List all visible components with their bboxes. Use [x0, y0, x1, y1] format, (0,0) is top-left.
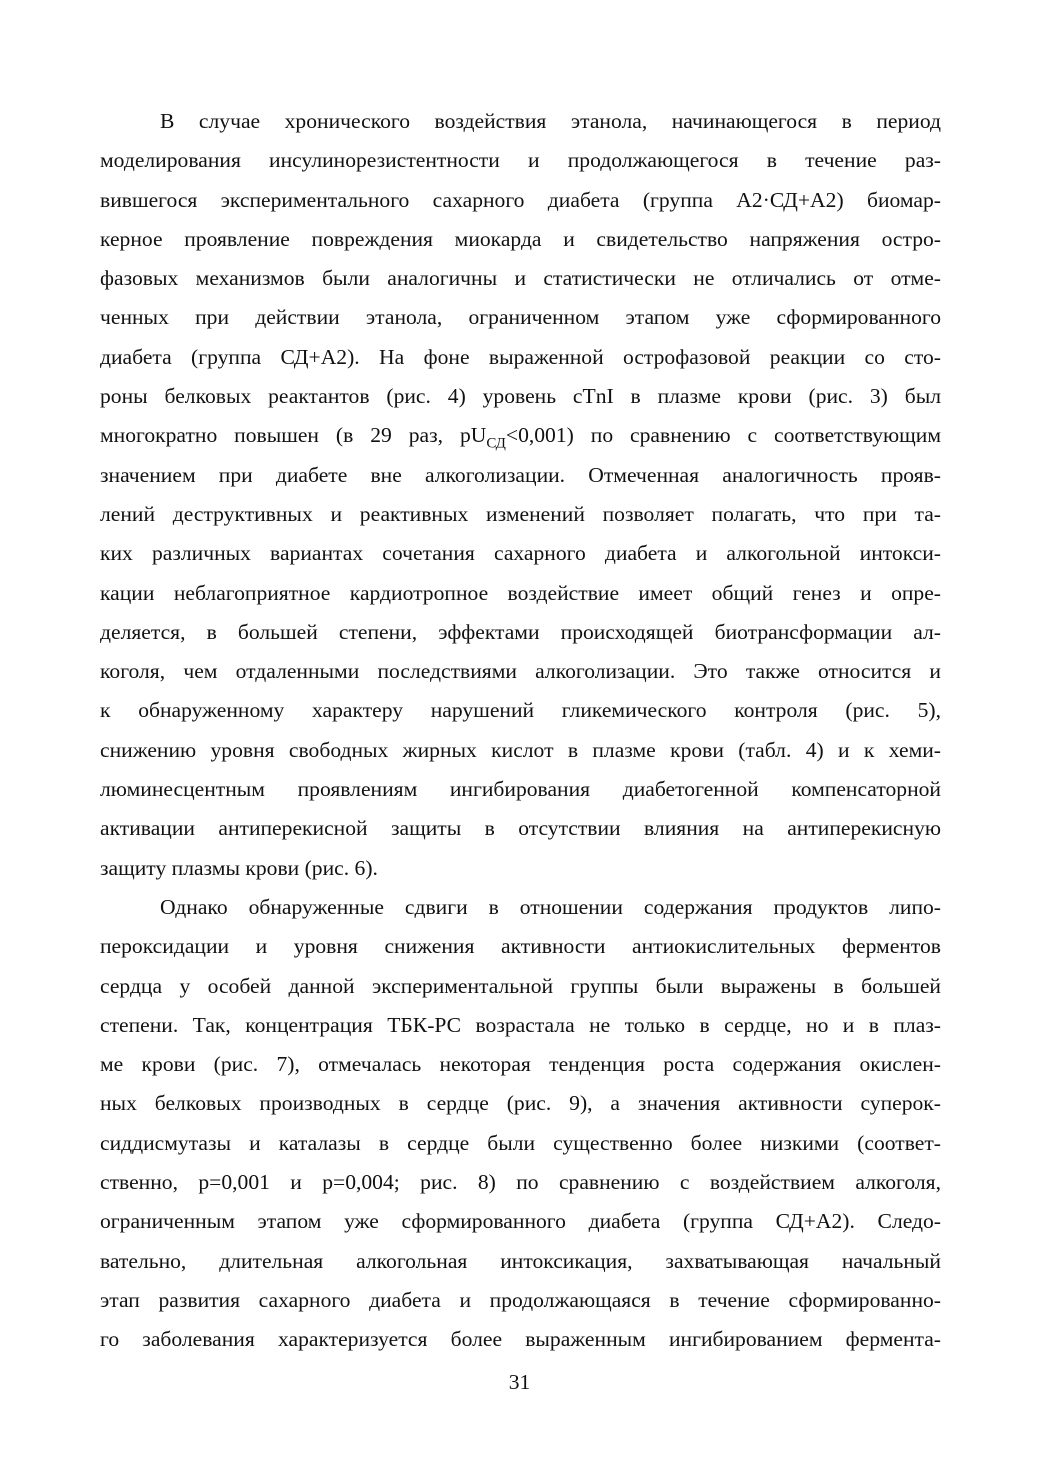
text-line: ограниченным этапом уже сформированного диабета (группа СД+А2). Следо-	[100, 1209, 941, 1234]
text-line: снижению уровня свободных жирных кислот в плазме крови (табл. 4) и к хеми-	[100, 737, 941, 762]
text-line: ных белковых производных в сердце (рис. 9), а значения активности суперок-	[100, 1091, 941, 1116]
text-line: моделирования инсулинорезистентности и продолжающегося в течение раз-	[100, 148, 941, 173]
text-line: к обнаруженному характеру нарушений гликемического контроля (рис. 5),	[100, 698, 941, 723]
text-line: коголя, чем отдаленными последствиями алкоголизации. Это также относится и	[100, 659, 941, 684]
text-line: В случае хронического воздействия этанола, начинающегося в период	[160, 109, 941, 133]
text-line: деляется, в большей степени, эффектами происходящей биотрансформации ал-	[100, 619, 941, 644]
text-line: значением при диабете вне алкоголизации. Отмеченная аналогичность прояв-	[100, 462, 941, 487]
text-line: го заболевания характеризуется более выраженным ингибированием фермента-	[100, 1327, 941, 1352]
text-line: кации неблагоприятное кардиотропное воздействие имеет общий генез и опре-	[100, 580, 941, 605]
text-line: фазовых механизмов были аналогичны и статистически не отличались от отме-	[100, 266, 941, 291]
text-line: сиддисмутазы и каталазы в сердце были существенно более низкими (соответ-	[100, 1130, 941, 1155]
text-line: ких различных вариантах сочетания сахарного диабета и алкогольной интокси-	[100, 541, 941, 566]
document-body	[100, 102, 941, 1360]
paragraph-1	[100, 102, 941, 888]
text-line: керное проявление повреждения миокарда и свидетельство напряжения остро-	[100, 226, 941, 251]
text-line: защиту плазмы крови (рис. 6).	[100, 855, 378, 880]
text-line: вившегося экспериментального сахарного диабета (группа А2·СД+А2) биомар-	[100, 187, 941, 212]
text-line: ственно, p=0,001 и p=0,004; рис. 8) по сравнению с воздействием алкоголя,	[100, 1170, 941, 1195]
text-line: вательно, длительная алкогольная интоксикация, захватывающая начальный	[100, 1248, 941, 1273]
text-line: ме крови (рис. 7), отмечалась некоторая тенденция роста содержания окислен-	[100, 1052, 941, 1077]
text-line: диабета (группа СД+А2). На фоне выраженной острофазовой реакции со сто-	[100, 344, 941, 369]
text-line: этап развития сахарного диабета и продолжающаяся в течение сформированно-	[100, 1287, 941, 1312]
text-line: роны белковых реактантов (рис. 4) уровень cTnI в плазме крови (рис. 3) был	[100, 384, 941, 409]
page-number: 31	[508, 1370, 531, 1394]
text-line: ченных при действии этанола, ограниченном этапом уже сформированного	[100, 305, 941, 330]
text-line: пероксидации и уровня снижения активности антиокислительных ферментов	[100, 934, 941, 959]
text-line-with-subscript: многократно повышен (в 29 раз, $pU_{СД}<0,001$) по сравнению с соответствующим	[100, 423, 941, 452]
text-line: лений деструктивных и реактивных изменений позволяет полагать, что при та-	[100, 501, 941, 526]
text-line: люминесцентным проявлениям ингибирования диабетогенной компенсаторной	[100, 777, 941, 802]
text-line: степени. Так, концентрация ТБК-РС возрастала не только в сердце, но и в плаз-	[100, 1012, 941, 1037]
text-line: сердца у особей данной экспериментальной группы были выражены в большей	[100, 973, 941, 998]
text-line: Однако обнаруженные сдвиги в отношении содержания продуктов липо-	[160, 894, 941, 919]
text-line: активации антиперекисной защиты в отсутствии влияния на антиперекисную	[100, 816, 941, 841]
paragraph-2	[100, 888, 941, 1360]
